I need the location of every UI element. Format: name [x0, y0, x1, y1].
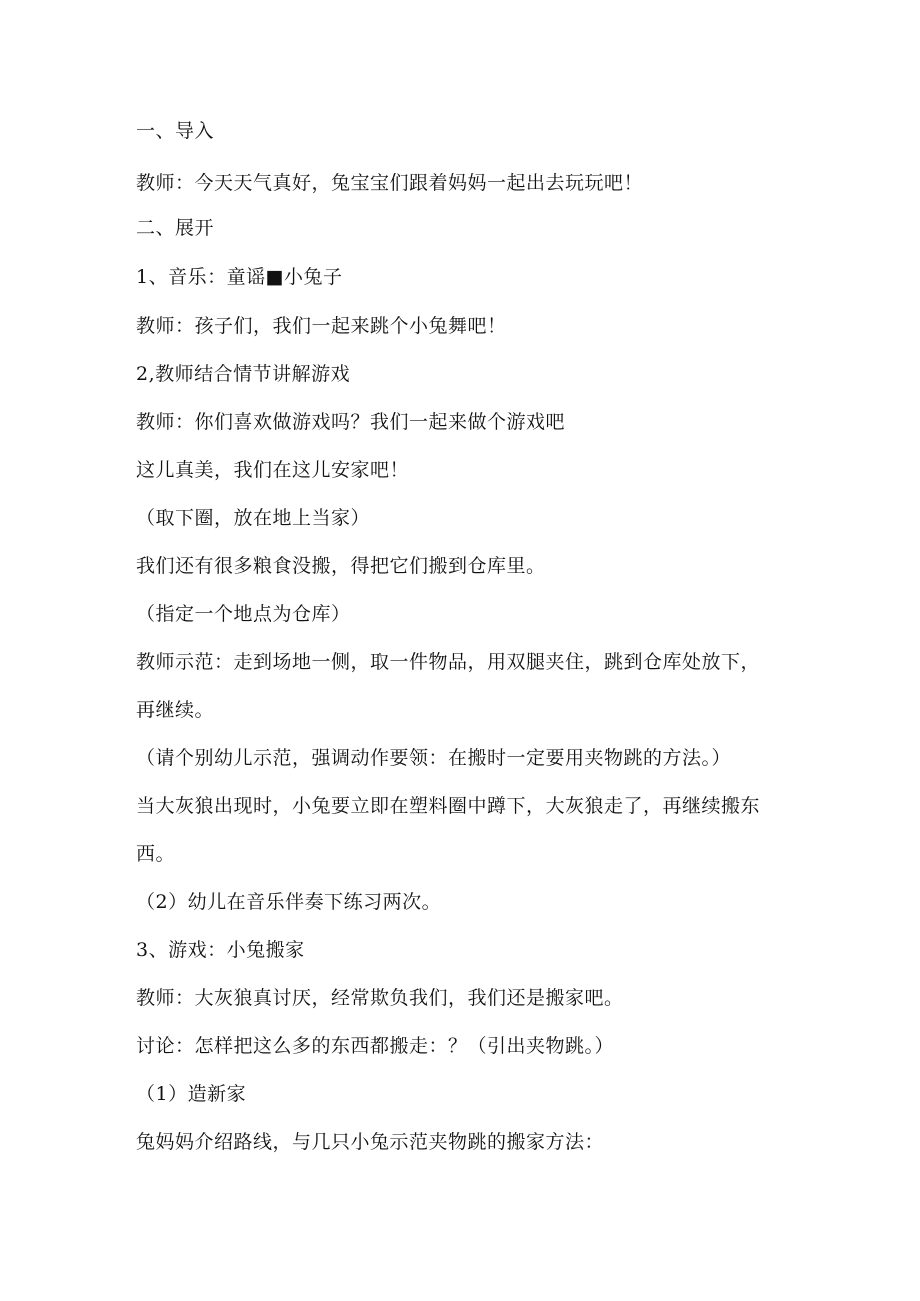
paragraph-line: 教师：孩子们，我们一起来跳个小兔舞吧！: [136, 315, 507, 337]
paragraph-line: （指定一个地点为仓库）: [136, 603, 351, 625]
paragraph-line: 当大灰狼出现时，小兔要立即在塑料圈中蹲下，大灰狼走了，再继续搬东: [136, 795, 761, 817]
paragraph-line: 2,教师结合情节讲解游戏: [136, 363, 351, 385]
heading-introduction: 一、导入: [136, 120, 215, 142]
paragraph-line: 兔妈妈介绍路线，与几只小兔示范夹物跳的搬家方法：: [136, 1131, 605, 1153]
paragraph-line: （2）幼儿在音乐伴奏下练习两次。: [136, 891, 442, 913]
paragraph-line: 这儿真美，我们在这儿安家吧！: [136, 459, 410, 481]
paragraph-line: 我们还有很多粮食没搬，得把它们搬到仓库里。: [136, 555, 546, 577]
paragraph-line: 1、音乐：童谣■小兔子: [136, 266, 343, 288]
paragraph-line: 教师：大灰狼真讨厌，经常欺负我们，我们还是搬家吧。: [136, 987, 624, 1009]
paragraph-line: 讨论：怎样把这么多的东西都搬走：？（引出夹物跳。）: [136, 1035, 615, 1057]
paragraph-line: （1）造新家: [136, 1083, 247, 1105]
paragraph-line: 再继续。: [136, 699, 215, 721]
paragraph-line: 西。: [136, 843, 176, 865]
heading-development: 二、展开: [136, 217, 215, 239]
paragraph-line: 3、游戏：小兔搬家: [136, 939, 305, 961]
paragraph-line: 教师：你们喜欢做游戏吗？我们一起来做个游戏吧: [136, 411, 566, 433]
paragraph-line: 教师：今天天气真好，兔宝宝们跟着妈妈一起出去玩玩吧！: [136, 172, 644, 194]
paragraph-line: （取下圈，放在地上当家）: [136, 507, 371, 529]
paragraph-line: （请个别幼儿示范，强调动作要领：在搬时一定要用夹物跳的方法。）: [136, 747, 732, 769]
paragraph-line: 教师示范：走到场地一侧，取一件物品，用双腿夹住，跳到仓库处放下，: [136, 651, 761, 673]
